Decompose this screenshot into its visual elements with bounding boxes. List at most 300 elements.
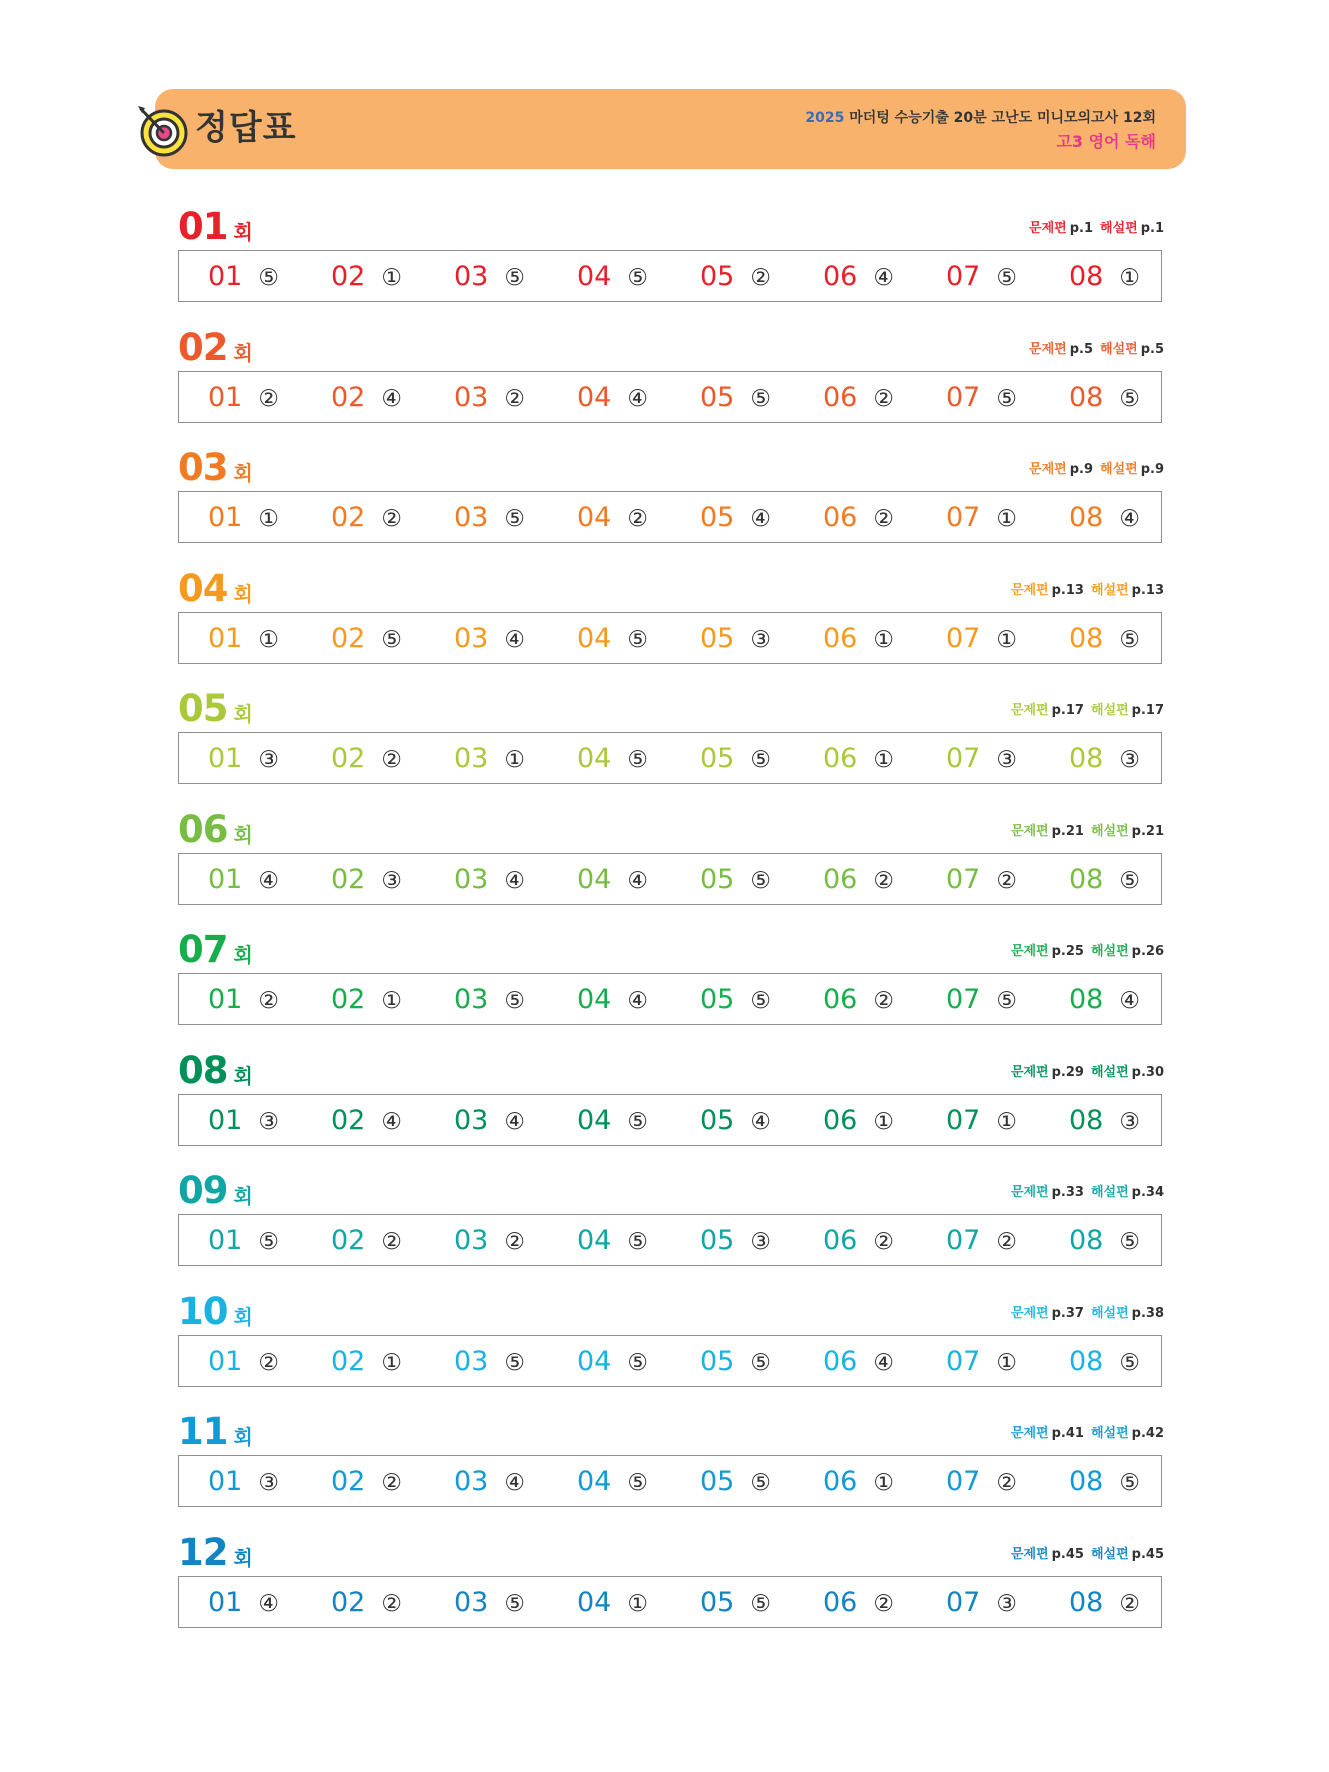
answer-choice: ⑤ <box>504 265 525 291</box>
answer-choice: ⑤ <box>627 1470 648 1496</box>
page-reference <box>1011 823 1164 841</box>
answer-item <box>454 1456 525 1508</box>
problem-book-label: 문제편 <box>1010 1064 1049 1080</box>
answer-item <box>823 492 894 544</box>
problem-book-label: 문제편 <box>1029 221 1067 236</box>
answer-item <box>577 854 648 906</box>
answer-choice: ② <box>873 1590 894 1617</box>
answer-item <box>454 733 525 785</box>
answer-item <box>1069 372 1140 424</box>
answer-item <box>700 1336 771 1388</box>
answer-item <box>823 1577 894 1629</box>
answer-choice: ⑤ <box>996 988 1017 1014</box>
answer-item <box>331 372 402 424</box>
answer-choice: ① <box>258 626 279 653</box>
question-number: 08 <box>1069 984 1104 1015</box>
answer-item <box>208 372 279 424</box>
answer-item <box>823 1215 894 1267</box>
question-number: 01 <box>208 863 243 895</box>
answer-item <box>208 974 279 1026</box>
answer-item <box>700 1095 771 1147</box>
answer-item <box>946 1577 1017 1629</box>
question-number: 06 <box>823 502 858 533</box>
answer-item <box>700 251 771 303</box>
answer-choice: ② <box>381 1590 402 1617</box>
answer-choice: ⑤ <box>1119 385 1140 412</box>
answer-choice: ④ <box>504 626 525 653</box>
problem-book-label: 문제편 <box>1010 1305 1049 1321</box>
answer-choice: ④ <box>504 1108 525 1135</box>
question-number: 05 <box>700 502 735 533</box>
answer-choice: ① <box>873 747 894 773</box>
answer-choice: ② <box>873 988 894 1014</box>
round-title <box>178 445 253 490</box>
solution-book-label: 해설편 <box>1100 221 1138 236</box>
answer-item <box>577 1095 648 1147</box>
answer-row <box>178 1094 1162 1146</box>
answer-choice: ③ <box>1119 747 1140 773</box>
solution-page: p.42 <box>1131 1426 1164 1441</box>
answer-item <box>1069 1336 1140 1388</box>
question-number: 04 <box>577 1225 612 1256</box>
solution-book-label: 해설편 <box>1090 944 1129 959</box>
round-section <box>178 325 1164 445</box>
answer-item <box>700 974 771 1026</box>
answer-item <box>454 1215 525 1267</box>
question-number: 05 <box>700 1345 735 1377</box>
answer-choice: ② <box>750 265 771 291</box>
problem-book-label: 문제편 <box>1010 582 1049 598</box>
round-title <box>178 1048 253 1093</box>
round-number: 08 <box>178 1048 228 1092</box>
round-section <box>178 1530 1164 1650</box>
answer-choice: ③ <box>750 1229 771 1255</box>
answer-choice: ④ <box>1119 988 1140 1014</box>
round-unit: 회 <box>233 340 253 365</box>
solution-page: p.34 <box>1131 1185 1164 1200</box>
answer-choice: ② <box>381 1470 402 1496</box>
answer-choice: ② <box>873 385 894 412</box>
question-number: 03 <box>454 381 489 413</box>
problem-page: p.45 <box>1051 1546 1084 1562</box>
round-title <box>178 1409 253 1454</box>
answer-item <box>700 1577 771 1629</box>
question-number: 03 <box>454 502 489 533</box>
answer-choice: ② <box>627 506 648 532</box>
book-name: 마더텅 수능기출 20분 고난도 미니모의고사 12회 <box>849 110 1156 126</box>
round-section <box>178 1409 1164 1529</box>
round-number: 01 <box>178 205 228 248</box>
answer-choice: ② <box>873 867 894 894</box>
answer-item <box>208 613 279 665</box>
answer-choice: ⑤ <box>750 1349 771 1376</box>
problem-page: p.33 <box>1051 1185 1084 1200</box>
question-number: 05 <box>700 622 735 654</box>
answer-item <box>946 1215 1017 1267</box>
question-number: 08 <box>1069 622 1104 654</box>
question-number: 08 <box>1069 1104 1104 1136</box>
answer-item <box>577 1336 648 1388</box>
answer-item <box>331 492 402 544</box>
question-number: 02 <box>331 1586 366 1618</box>
solution-page: p.5 <box>1140 341 1164 357</box>
problem-page: p.5 <box>1069 341 1094 357</box>
round-unit: 회 <box>233 943 253 967</box>
round-section <box>178 445 1164 565</box>
answer-choice: ① <box>381 265 402 291</box>
question-number: 01 <box>208 1104 243 1136</box>
question-number: 07 <box>946 743 981 774</box>
round-number: 06 <box>178 807 228 851</box>
answer-item <box>331 251 402 303</box>
answer-item <box>331 1336 402 1388</box>
answer-item <box>454 854 525 906</box>
round-number: 05 <box>178 687 228 730</box>
answer-choice: ① <box>258 506 279 532</box>
answer-item <box>331 1095 402 1147</box>
solution-page: p.21 <box>1131 823 1164 839</box>
page-reference <box>1029 220 1164 238</box>
problem-book-label: 문제편 <box>1010 1546 1049 1562</box>
round-title <box>178 686 253 731</box>
problem-page: p.1 <box>1069 221 1094 236</box>
solution-page: p.1 <box>1140 221 1164 236</box>
answer-item <box>1069 733 1140 785</box>
question-number: 01 <box>208 1345 243 1377</box>
answer-item <box>454 974 525 1026</box>
answer-item <box>700 854 771 906</box>
answer-item <box>208 1577 279 1629</box>
question-number: 06 <box>823 1104 858 1136</box>
answer-item <box>946 492 1017 544</box>
question-number: 06 <box>823 863 858 895</box>
question-number: 06 <box>823 381 858 413</box>
question-number: 03 <box>454 1586 489 1618</box>
answer-choice: ② <box>1119 1590 1140 1617</box>
problem-book-label: 문제편 <box>1010 703 1049 718</box>
answer-choice: ⑤ <box>1119 1349 1140 1376</box>
solution-book-label: 해설편 <box>1090 1546 1129 1562</box>
question-number: 07 <box>946 1466 981 1497</box>
question-number: 01 <box>208 743 243 774</box>
answer-choice: ④ <box>504 867 525 894</box>
round-title <box>178 566 253 611</box>
question-number: 07 <box>946 1104 981 1136</box>
question-number: 04 <box>577 984 612 1015</box>
question-number: 04 <box>577 863 612 895</box>
answer-item <box>1069 613 1140 665</box>
answer-choice: ④ <box>627 988 648 1014</box>
answer-item <box>700 1215 771 1267</box>
question-number: 04 <box>577 1345 612 1377</box>
answer-choice: ⑤ <box>1119 867 1140 894</box>
question-number: 01 <box>208 622 243 654</box>
answer-item <box>577 733 648 785</box>
answer-choice: ① <box>873 1470 894 1496</box>
round-title <box>178 1168 253 1213</box>
answer-row <box>178 973 1162 1025</box>
question-number: 02 <box>331 1466 366 1497</box>
round-unit: 회 <box>233 702 253 726</box>
answer-choice: ② <box>873 506 894 532</box>
answer-choice: ⑤ <box>627 1108 648 1135</box>
round-unit: 회 <box>233 1184 253 1208</box>
answer-choice: ③ <box>996 747 1017 773</box>
question-number: 07 <box>946 984 981 1015</box>
answer-item <box>700 733 771 785</box>
answer-choice: ④ <box>627 867 648 894</box>
answer-item <box>208 251 279 303</box>
answer-choice: ① <box>996 1349 1017 1376</box>
answer-item <box>331 854 402 906</box>
round-unit: 회 <box>233 1304 253 1329</box>
answer-item <box>946 733 1017 785</box>
answer-choice: ② <box>258 1349 279 1376</box>
round-section <box>178 566 1164 686</box>
answer-choice: ④ <box>258 1590 279 1617</box>
answer-choice: ② <box>996 867 1017 894</box>
problem-page: p.17 <box>1051 703 1084 718</box>
solution-book-label: 해설편 <box>1090 582 1129 598</box>
answer-item <box>208 1456 279 1508</box>
answer-choice: ④ <box>750 506 771 532</box>
problem-page: p.21 <box>1051 823 1084 839</box>
solution-book-label: 해설편 <box>1090 1185 1129 1200</box>
answer-row <box>178 1335 1162 1387</box>
question-number: 04 <box>577 1466 612 1497</box>
question-number: 03 <box>454 984 489 1015</box>
question-number: 02 <box>331 863 366 895</box>
answer-item <box>208 1336 279 1388</box>
answer-row <box>178 1214 1162 1266</box>
round-number: 04 <box>178 566 228 610</box>
answer-choice: ④ <box>504 1470 525 1496</box>
question-number: 07 <box>946 502 981 533</box>
round-section <box>178 1289 1164 1409</box>
answer-choice: ① <box>627 1590 648 1617</box>
answer-item <box>946 974 1017 1026</box>
answer-choice: ④ <box>627 385 648 412</box>
answer-item <box>331 974 402 1026</box>
question-number: 04 <box>577 502 612 533</box>
answer-row <box>178 612 1162 664</box>
round-number: 02 <box>178 325 228 369</box>
question-number: 02 <box>331 381 366 413</box>
answer-choice: ⑤ <box>750 385 771 412</box>
solution-page: p.45 <box>1131 1546 1164 1562</box>
answer-row <box>178 371 1162 423</box>
question-number: 01 <box>208 502 243 533</box>
question-number: 01 <box>208 1466 243 1497</box>
round-section <box>178 686 1164 806</box>
answer-choice: ② <box>381 1229 402 1255</box>
question-number: 02 <box>331 984 366 1015</box>
question-number: 01 <box>208 984 243 1015</box>
round-section <box>178 204 1164 324</box>
answer-choice: ① <box>996 1108 1017 1135</box>
question-number: 08 <box>1069 743 1104 774</box>
answer-choice: ⑤ <box>1119 1470 1140 1496</box>
page-title: 정답표 <box>195 108 297 148</box>
answer-item <box>577 492 648 544</box>
answer-row <box>178 732 1162 784</box>
question-number: 05 <box>700 1466 735 1497</box>
answer-choice: ② <box>258 988 279 1014</box>
question-number: 06 <box>823 743 858 774</box>
question-number: 03 <box>454 1345 489 1377</box>
question-number: 04 <box>577 1104 612 1136</box>
answer-item <box>823 1456 894 1508</box>
question-number: 05 <box>700 381 735 413</box>
answer-choice: ③ <box>258 1470 279 1496</box>
round-unit: 회 <box>233 220 253 244</box>
problem-page: p.13 <box>1051 582 1084 598</box>
answer-row <box>178 491 1162 543</box>
answer-row <box>178 1576 1162 1628</box>
round-unit: 회 <box>233 581 253 606</box>
answer-choice: ① <box>873 626 894 653</box>
answer-choice: ⑤ <box>1119 626 1140 653</box>
round-title <box>178 1530 253 1575</box>
question-number: 07 <box>946 863 981 895</box>
question-number: 02 <box>331 502 366 533</box>
problem-page: p.9 <box>1069 462 1094 477</box>
page-reference <box>1011 943 1164 961</box>
answer-choice: ⑤ <box>258 265 279 291</box>
question-number: 08 <box>1069 261 1104 292</box>
solution-book-label: 해설편 <box>1090 1426 1129 1441</box>
answer-choice: ④ <box>381 385 402 412</box>
answer-item <box>331 733 402 785</box>
solution-book-label: 해설편 <box>1100 341 1138 357</box>
round-number: 11 <box>178 1410 228 1453</box>
round-title <box>178 204 253 249</box>
answer-choice: ⑤ <box>258 1229 279 1255</box>
answer-choice: ① <box>504 747 525 773</box>
answer-item <box>331 1456 402 1508</box>
round-unit: 회 <box>233 1545 253 1570</box>
question-number: 06 <box>823 1586 858 1618</box>
answer-choice: ① <box>996 626 1017 653</box>
question-number: 05 <box>700 261 735 292</box>
answer-choice: ① <box>1119 265 1140 291</box>
solution-page: p.9 <box>1140 462 1164 477</box>
question-number: 07 <box>946 381 981 413</box>
question-number: 05 <box>700 1225 735 1256</box>
question-number: 03 <box>454 743 489 774</box>
problem-page: p.41 <box>1051 1426 1084 1441</box>
answer-choice: ③ <box>750 626 771 653</box>
page-reference <box>1011 1064 1164 1082</box>
round-section <box>178 927 1164 1047</box>
problem-book-label: 문제편 <box>1010 1426 1049 1441</box>
book-title <box>805 108 1156 128</box>
question-number: 03 <box>454 1466 489 1497</box>
page-reference <box>1011 1425 1164 1443</box>
answer-item <box>946 251 1017 303</box>
answer-item <box>208 492 279 544</box>
answer-choice: ④ <box>1119 506 1140 532</box>
question-number: 06 <box>823 984 858 1015</box>
problem-book-label: 문제편 <box>1010 1185 1049 1200</box>
question-number: 05 <box>700 743 735 774</box>
solution-book-label: 해설편 <box>1090 1305 1129 1321</box>
answer-choice: ⑤ <box>996 265 1017 291</box>
question-number: 05 <box>700 863 735 895</box>
question-number: 07 <box>946 1345 981 1377</box>
answer-choice: ④ <box>258 867 279 894</box>
problem-page: p.29 <box>1051 1064 1084 1080</box>
answer-item <box>331 1215 402 1267</box>
solution-page: p.13 <box>1131 582 1164 598</box>
target-icon <box>134 103 190 159</box>
question-number: 08 <box>1069 502 1104 533</box>
round-section <box>178 1048 1164 1168</box>
question-number: 05 <box>700 1104 735 1136</box>
question-number: 04 <box>577 1586 612 1618</box>
round-unit: 회 <box>233 822 253 847</box>
answer-item <box>823 1336 894 1388</box>
round-unit: 회 <box>233 1063 253 1088</box>
question-number: 02 <box>331 622 366 654</box>
answer-choice: ⑤ <box>750 747 771 773</box>
answer-item <box>331 1577 402 1629</box>
question-number: 05 <box>700 1586 735 1618</box>
solution-page: p.30 <box>1131 1064 1164 1080</box>
answer-row <box>178 1455 1162 1507</box>
question-number: 01 <box>208 381 243 413</box>
round-number: 09 <box>178 1169 228 1212</box>
answer-item <box>1069 1215 1140 1267</box>
answer-item <box>700 1456 771 1508</box>
answer-choice: ③ <box>258 1108 279 1135</box>
page-reference <box>1029 461 1164 479</box>
answer-item <box>577 974 648 1026</box>
answer-choice: ⑤ <box>504 1349 525 1376</box>
question-number: 01 <box>208 261 243 292</box>
answer-choice: ② <box>381 747 402 773</box>
answer-choice: ⑤ <box>1119 1229 1140 1255</box>
question-number: 01 <box>208 1586 243 1618</box>
answer-choice: ① <box>873 1108 894 1135</box>
answer-item <box>1069 251 1140 303</box>
answer-choice: ④ <box>381 1108 402 1135</box>
answer-item <box>331 613 402 665</box>
question-number: 03 <box>454 261 489 292</box>
answer-choice: ④ <box>873 265 894 291</box>
page-reference <box>1011 1305 1164 1323</box>
answer-item <box>1069 1577 1140 1629</box>
answer-choice: ⑤ <box>627 265 648 291</box>
answer-item <box>700 613 771 665</box>
answer-choice: ⑤ <box>381 626 402 653</box>
answer-item <box>208 1215 279 1267</box>
question-number: 07 <box>946 622 981 654</box>
round-number: 12 <box>178 1530 228 1574</box>
question-number: 02 <box>331 1104 366 1136</box>
answer-item <box>208 1095 279 1147</box>
question-number: 01 <box>208 1225 243 1256</box>
problem-page: p.25 <box>1051 944 1084 959</box>
answer-item <box>208 854 279 906</box>
answer-item <box>577 1577 648 1629</box>
answer-item <box>577 1456 648 1508</box>
question-number: 07 <box>946 1586 981 1618</box>
question-number: 08 <box>1069 1225 1104 1256</box>
question-number: 07 <box>946 261 981 292</box>
answer-choice: ② <box>996 1470 1017 1496</box>
round-number: 03 <box>178 446 228 489</box>
